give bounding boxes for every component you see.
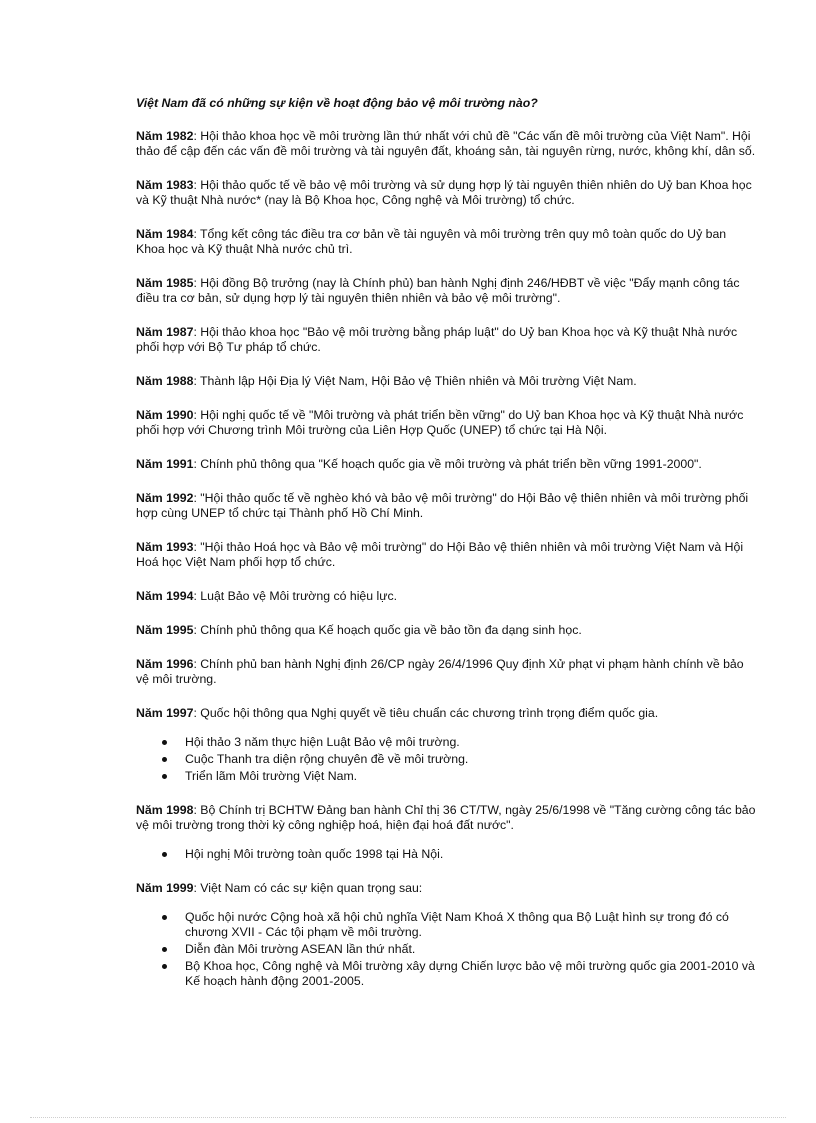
bullet-item [136, 735, 756, 750]
bullet-item [136, 959, 756, 989]
bullet-dot-icon [162, 740, 167, 745]
entry-text: : Tổng kết công tác điều tra cơ bản về tài nguyên và môi trường trên quy mô toàn quốc do Uỷ ban Khoa học và Kỹ thuật Nhà nước chủ trì. [136, 227, 727, 256]
bullet-item [136, 942, 756, 957]
entry-year: Năm 1997 [136, 706, 194, 720]
timeline-entry [136, 657, 756, 687]
bullet-text: Diễn đàn Môi trường ASEAN lần thứ nhất. [185, 942, 416, 956]
entry-year: Năm 1990 [136, 408, 194, 422]
timeline-entry [136, 129, 756, 159]
bullet-dot-icon [162, 947, 167, 952]
bullet-item [136, 847, 756, 862]
bullet-text: Cuộc Thanh tra diện rộng chuyên đề về môi trường. [185, 752, 469, 766]
timeline-entry [136, 408, 756, 438]
timeline-entry [136, 374, 756, 389]
timeline-entry [136, 589, 756, 604]
timeline-entry [136, 491, 756, 521]
entry-text: : "Hội thảo Hoá học và Bảo vệ môi trường" do Hội Bảo vệ thiên nhiên và môi trường Việt Nam và Hội Hoá học Việt Nam phối hợp tổ chức. [136, 540, 744, 569]
entry-year: Năm 1994 [136, 589, 194, 603]
entry-text: : Luật Bảo vệ Môi trường có hiệu lực. [193, 589, 398, 603]
entry-1999 [136, 881, 756, 896]
bullet-item [136, 769, 756, 784]
entry-text: : "Hội thảo quốc tế về nghèo khó và bảo vệ môi trường" do Hội Bảo vệ thiên nhiên và môi trường phối hợp cùng UNEP tổ chức tại Thành phố Hồ Chí Minh. [136, 491, 749, 520]
entry-text: : Việt Nam có các sự kiện quan trọng sau: [193, 881, 423, 895]
entry-year: Năm 1993 [136, 540, 194, 554]
bullets-1997 [136, 735, 756, 784]
entry-text: : Bộ Chính trị BCHTW Đảng ban hành Chỉ thị 36 CT/TW, ngày 25/6/1998 về "Tăng cường công tác bảo vệ môi trường trong thời kỳ công nghiệp hoá, hiện đại hoá đất nước". [136, 803, 756, 832]
entry-year: Năm 1982 [136, 129, 194, 143]
entry-year: Năm 1992 [136, 491, 194, 505]
entry-year: Năm 1991 [136, 457, 194, 471]
entry-year: Năm 1987 [136, 325, 194, 339]
entry-1998 [136, 803, 756, 833]
bullet-dot-icon [162, 964, 167, 969]
entry-year: Năm 1998 [136, 803, 194, 817]
bullet-item [136, 752, 756, 767]
bullet-text: Hội thảo 3 năm thực hiện Luật Bảo vệ môi trường. [185, 735, 460, 749]
timeline-entry [136, 227, 756, 257]
timeline-entry [136, 276, 756, 306]
entry-text: : Hội thảo khoa học "Bảo vệ môi trường bằng pháp luật" do Uỷ ban Khoa học và Kỹ thuật Nhà nước phối hợp với Bộ Tư pháp tổ chức. [136, 325, 738, 354]
document-body [136, 96, 756, 1008]
entry-year: Năm 1999 [136, 881, 194, 895]
timeline-entries [136, 129, 756, 721]
bullet-item [136, 910, 756, 940]
page-bottom-divider [30, 1117, 786, 1118]
entry-text: : Chính phủ ban hành Nghị định 26/CP ngày 26/4/1996 Quy định Xử phạt vi phạm hành chính về bảo vệ môi trường. [136, 657, 744, 686]
entry-year: Năm 1984 [136, 227, 194, 241]
bullet-dot-icon [162, 774, 167, 779]
entry-text: : Hội đồng Bộ trưởng (nay là Chính phủ) ban hành Nghị định 246/HĐBT về việc "Đẩy mạnh công tác điều tra cơ bản, sử dụng hợp lý tài nguyên thiên nhiên và bảo vệ môi trường". [136, 276, 740, 305]
bullet-dot-icon [162, 757, 167, 762]
bullet-text: Triển lãm Môi trường Việt Nam. [185, 769, 358, 783]
bullet-dot-icon [162, 915, 167, 920]
entry-year: Năm 1983 [136, 178, 194, 192]
entry-text: : Hội nghị quốc tế về "Môi trường và phát triển bền vững" do Uỷ ban Khoa học và Kỹ thuật Nhà nước phối hợp với Chương trình Môi trường của Liên Hợp Quốc (UNEP) tổ chức tại Hà Nội. [136, 408, 744, 437]
timeline-entry [136, 178, 756, 208]
entry-text: : Hội thảo quốc tế về bảo vệ môi trường và sử dụng hợp lý tài nguyên thiên nhiên do Uỷ ban Khoa học và Kỹ thuật Nhà nước* (nay là Bộ Khoa học, Công nghệ và Môi trường) tổ chức. [136, 178, 752, 207]
bullet-text: Hội nghị Môi trường toàn quốc 1998 tại Hà Nội. [185, 847, 444, 861]
timeline-entry [136, 457, 756, 472]
timeline-entry [136, 325, 756, 355]
bullets-1999 [136, 910, 756, 989]
bullet-dot-icon [162, 852, 167, 857]
entry-year: Năm 1985 [136, 276, 194, 290]
timeline-entry [136, 706, 756, 721]
timeline-entry [136, 540, 756, 570]
bullet-text: Quốc hội nước Cộng hoà xã hội chủ nghĩa Việt Nam Khoá X thông qua Bộ Luật hình sự trong đó có chương XVII - Các tội phạm về môi trường. [185, 910, 729, 939]
timeline-entry [136, 623, 756, 638]
bullet-text: Bộ Khoa học, Công nghệ và Môi trường xây dựng Chiến lược bảo vệ môi trường quốc gia 2001-2010 và Kế hoạch hành động 2001-2005. [185, 959, 755, 988]
entry-text: : Thành lập Hội Địa lý Việt Nam, Hội Bảo vệ Thiên nhiên và Môi trường Việt Nam. [193, 374, 637, 388]
entry-text: : Chính phủ thông qua Kế hoạch quốc gia về bảo tồn đa dạng sinh học. [193, 623, 582, 637]
entry-year: Năm 1995 [136, 623, 194, 637]
question-heading: Việt Nam đã có những sự kiện về hoạt động bảo vệ môi trường nào? [136, 96, 538, 110]
entry-text: : Hội thảo khoa học về môi trường lần thứ nhất với chủ đề "Các vấn đề môi trường của Việt Nam". Hội thảo để cập đến các vấn đề môi trường và tài nguyên đất, khoáng sản, tài nguyên rừng, nước, không khí, dân số. [136, 129, 756, 158]
entry-year: Năm 1988 [136, 374, 194, 388]
bullets-1998 [136, 847, 756, 862]
entry-text: : Quốc hội thông qua Nghị quyết về tiêu chuẩn các chương trình trọng điểm quốc gia. [193, 706, 659, 720]
entry-text: : Chính phủ thông qua "Kế hoạch quốc gia về môi trường và phát triển bền vững 1991-2000". [193, 457, 702, 471]
entry-year: Năm 1996 [136, 657, 194, 671]
